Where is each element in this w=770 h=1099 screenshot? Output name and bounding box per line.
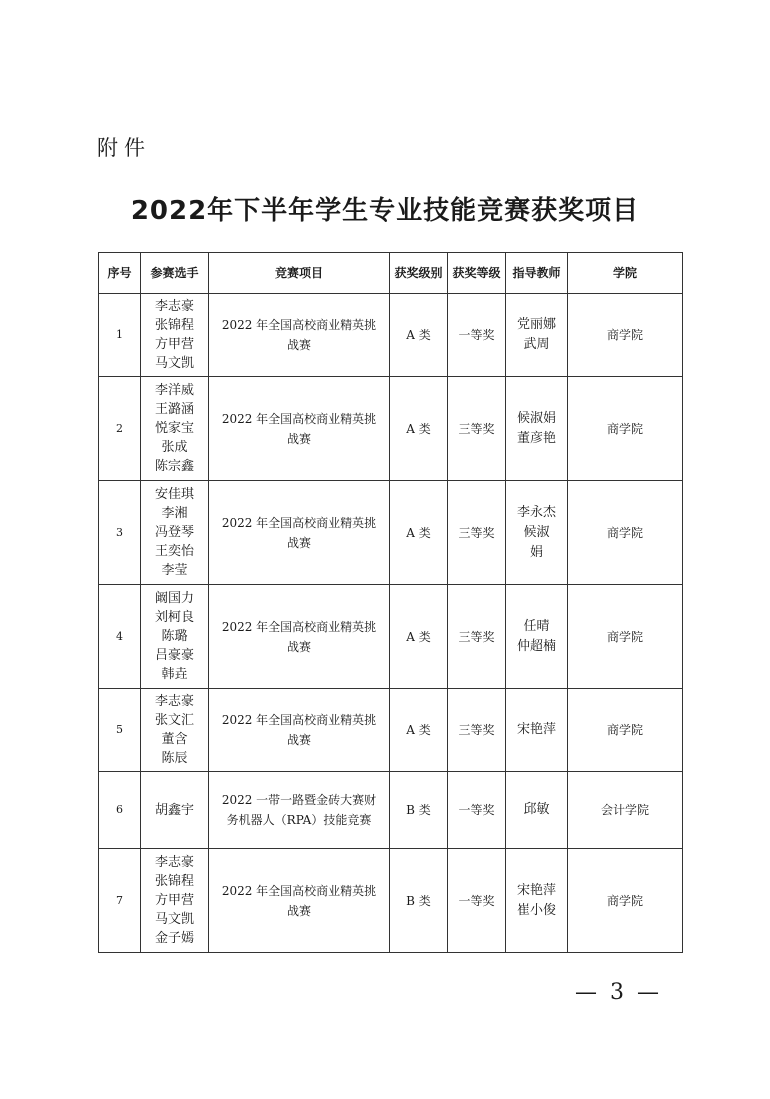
participant-name: 吕豪豪 bbox=[154, 648, 194, 663]
table-row bbox=[99, 585, 683, 689]
row-index: 7 bbox=[99, 849, 141, 953]
awards-table bbox=[98, 252, 683, 953]
participants-cell bbox=[141, 294, 209, 377]
participants-cell bbox=[141, 772, 209, 849]
advisor-name: 党丽娜 bbox=[516, 317, 556, 332]
advisor-cell bbox=[506, 689, 568, 772]
level-cell: A 类 bbox=[390, 585, 448, 689]
header-level: 获奖级别 bbox=[390, 253, 448, 294]
participant-name: 安佳琪 bbox=[154, 487, 194, 502]
row-index: 6 bbox=[99, 772, 141, 849]
college-cell: 商学院 bbox=[568, 849, 683, 953]
participant-name: 董含 bbox=[161, 732, 188, 747]
participant-name: 刘柯良 bbox=[154, 610, 194, 625]
participant-name: 李志豪 bbox=[154, 855, 194, 870]
advisor-cell bbox=[506, 481, 568, 585]
participants-cell bbox=[141, 377, 209, 481]
level-cell: A 类 bbox=[390, 689, 448, 772]
participant-name: 张锦程 bbox=[154, 874, 194, 889]
competition-cell: 2022 年全国高校商业精英挑战赛 bbox=[209, 689, 390, 772]
advisor-name: 任晴 bbox=[523, 618, 550, 634]
participant-name: 陈璐 bbox=[161, 629, 188, 644]
participant-name: 方甲营 bbox=[154, 337, 194, 352]
page-number: — 3 — bbox=[575, 980, 662, 1005]
advisor-name: 武周 bbox=[523, 337, 550, 352]
competition-cell: 2022 年全国高校商业精英挑战赛 bbox=[209, 585, 390, 689]
participant-name: 韩垚 bbox=[161, 667, 188, 682]
table-body bbox=[99, 294, 683, 953]
grade-cell: 一等奖 bbox=[448, 772, 506, 849]
advisor-name: 候淑 bbox=[523, 524, 550, 540]
advisor-cell bbox=[506, 849, 568, 953]
header-participants: 参赛选手 bbox=[141, 253, 209, 294]
table-header-row bbox=[99, 253, 683, 294]
participants-cell bbox=[141, 585, 209, 689]
advisor-name: 候淑娟 bbox=[516, 410, 556, 426]
row-index: 4 bbox=[99, 585, 141, 689]
advisor-name: 崔小俊 bbox=[516, 902, 556, 918]
participant-name: 张文汇 bbox=[154, 713, 194, 728]
row-index: 2 bbox=[99, 377, 141, 481]
grade-cell: 一等奖 bbox=[448, 849, 506, 953]
row-index: 1 bbox=[99, 294, 141, 377]
table-row bbox=[99, 294, 683, 377]
competition-cell: 2022 年全国高校商业精英挑战赛 bbox=[209, 294, 390, 377]
participants-cell bbox=[141, 689, 209, 772]
grade-cell: 三等奖 bbox=[448, 585, 506, 689]
participant-name: 胡鑫宇 bbox=[154, 802, 194, 818]
row-index: 3 bbox=[99, 481, 141, 585]
college-cell: 商学院 bbox=[568, 585, 683, 689]
college-cell: 商学院 bbox=[568, 294, 683, 377]
participant-name: 阚国力 bbox=[154, 591, 194, 606]
table-row bbox=[99, 849, 683, 953]
college-cell: 会计学院 bbox=[568, 772, 683, 849]
grade-cell: 三等奖 bbox=[448, 689, 506, 772]
competition-cell: 2022 年全国高校商业精英挑战赛 bbox=[209, 377, 390, 481]
participant-name: 李志豪 bbox=[154, 299, 194, 314]
competition-cell: 2022 年全国高校商业精英挑战赛 bbox=[209, 481, 390, 585]
competition-cell: 2022 一带一路暨金砖大赛财务机器人（RPA）技能竞赛 bbox=[209, 772, 390, 849]
competition-cell: 2022 年全国高校商业精英挑战赛 bbox=[209, 849, 390, 953]
college-cell: 商学院 bbox=[568, 689, 683, 772]
level-cell: A 类 bbox=[390, 377, 448, 481]
attachment-label: 附件 bbox=[97, 136, 151, 160]
participant-name: 马文凯 bbox=[154, 356, 194, 371]
advisor-cell bbox=[506, 585, 568, 689]
participant-name: 方甲营 bbox=[154, 893, 194, 908]
advisor-name: 仲超楠 bbox=[516, 638, 556, 654]
advisor-cell bbox=[506, 772, 568, 849]
participant-name: 李洋威 bbox=[154, 383, 194, 398]
header-index: 序号 bbox=[99, 253, 141, 294]
page-title: 2022年下半年学生专业技能竞赛获奖项目 bbox=[130, 196, 640, 226]
participants-cell bbox=[141, 481, 209, 585]
header-competition: 竞赛项目 bbox=[209, 253, 390, 294]
advisor-name: 娟 bbox=[529, 544, 543, 560]
participants-cell bbox=[141, 849, 209, 953]
grade-cell: 一等奖 bbox=[448, 294, 506, 377]
participant-name: 李湘 bbox=[161, 506, 188, 521]
advisor-name: 董彦艳 bbox=[516, 430, 556, 446]
participant-name: 王奕怡 bbox=[154, 544, 194, 559]
participant-name: 李莹 bbox=[161, 563, 188, 578]
header-college: 学院 bbox=[568, 253, 683, 294]
grade-cell: 三等奖 bbox=[448, 481, 506, 585]
participant-name: 悦家宝 bbox=[154, 421, 194, 436]
participant-name: 王潞涵 bbox=[154, 402, 194, 417]
header-grade: 获奖等级 bbox=[448, 253, 506, 294]
college-cell: 商学院 bbox=[568, 377, 683, 481]
advisor-name: 宋艳萍 bbox=[516, 722, 556, 737]
advisor-name: 李永杰 bbox=[516, 504, 556, 520]
participant-name: 马文凯 bbox=[154, 912, 194, 927]
participant-name: 张锦程 bbox=[154, 318, 194, 333]
advisor-name: 宋艳萍 bbox=[516, 882, 556, 898]
college-cell: 商学院 bbox=[568, 481, 683, 585]
level-cell: A 类 bbox=[390, 481, 448, 585]
participant-name: 冯登琴 bbox=[154, 525, 194, 540]
participant-name: 李志豪 bbox=[154, 694, 194, 709]
advisor-name: 邱敏 bbox=[523, 802, 550, 817]
table-row bbox=[99, 377, 683, 481]
participant-name: 陈辰 bbox=[161, 751, 188, 766]
advisor-cell bbox=[506, 294, 568, 377]
row-index: 5 bbox=[99, 689, 141, 772]
participant-name: 金子嫣 bbox=[154, 931, 194, 946]
level-cell: B 类 bbox=[390, 849, 448, 953]
grade-cell: 三等奖 bbox=[448, 377, 506, 481]
level-cell: A 类 bbox=[390, 294, 448, 377]
participant-name: 陈宗鑫 bbox=[154, 459, 194, 474]
header-advisor: 指导教师 bbox=[506, 253, 568, 294]
table-row bbox=[99, 772, 683, 849]
level-cell: B 类 bbox=[390, 772, 448, 849]
advisor-cell bbox=[506, 377, 568, 481]
table-row bbox=[99, 481, 683, 585]
table-row bbox=[99, 689, 683, 772]
participant-name: 张成 bbox=[161, 440, 188, 455]
